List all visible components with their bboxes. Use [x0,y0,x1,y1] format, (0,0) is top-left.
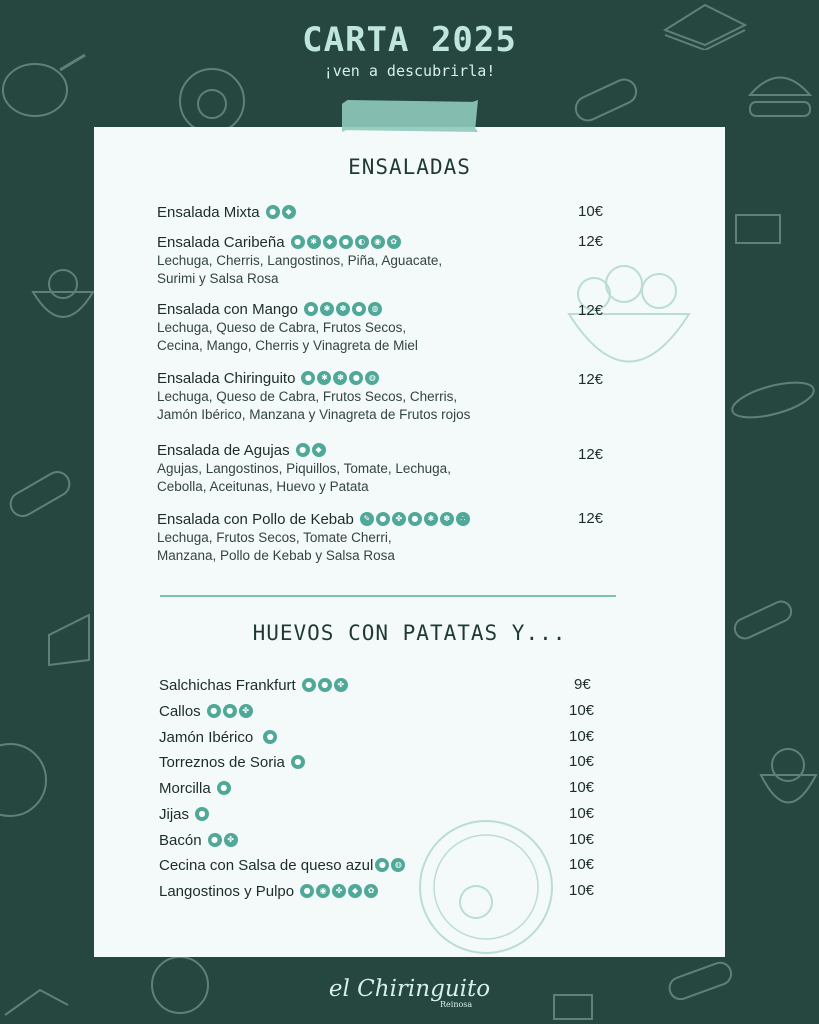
salad-bowl-doodle-icon [758,740,819,820]
item-name: Jamón Ibérico [159,728,254,746]
nuts-icon: ✽ [440,512,454,526]
menu-subtitle: ¡ven a descubrirla! [323,62,496,80]
mustard-icon: ● [408,512,422,526]
menu-card [94,127,725,957]
mustard-icon: ● [349,371,363,385]
item-price: 10€ [569,856,595,873]
egg-icon: ● [376,512,390,526]
item-price: 10€ [578,203,604,220]
soy-icon: ✤ [334,678,348,692]
item-name: Ensalada con Mango [157,300,298,318]
gluten-icon: ✱ [307,235,321,249]
gluten-icon: ✱ [424,512,438,526]
mustard-icon: ● [223,704,237,718]
mustard-icon: ● [339,235,353,249]
allergen-list [263,730,277,744]
menu-item [157,509,617,565]
nuts-icon: ✽ [336,302,350,316]
allergen-list [195,807,209,821]
allergen-list [291,235,401,249]
allergen-list [300,884,378,898]
item-price: 12€ [578,302,604,319]
item-description: Lechuga, Cherris, Langostinos, Piña, Aguacate, Surimi y Salsa Rosa [157,253,443,286]
item-name: Morcilla [159,779,211,797]
fish-icon: ◆ [323,235,337,249]
egg-icon: ● [217,781,231,795]
item-price: 12€ [578,510,604,527]
milk-icon: ◍ [365,371,379,385]
allergen-list [217,781,231,795]
item-price: 10€ [569,728,595,745]
fish-icon: ◆ [312,443,326,457]
item-name: Salchichas Frankfurt [159,676,296,694]
brand-location: Reinosa [440,1000,473,1009]
allergen-list [302,678,348,692]
allergen-list [296,443,326,457]
allergen-list [375,858,405,872]
egg-icon: ● [304,302,318,316]
sesame-icon: ∴ [456,512,470,526]
menu-item [157,368,617,424]
soy-icon: ✤ [392,512,406,526]
item-price: 9€ [574,676,591,693]
egg-icon: ● [300,884,314,898]
menu-item [157,232,617,288]
mustard-icon: ● [318,678,332,692]
menu-item [159,701,619,721]
egg-icon: ● [208,833,222,847]
egg-icon: ● [266,205,280,219]
gluten-icon: ✱ [317,371,331,385]
soy-icon: ✤ [224,833,238,847]
allergen-list [208,833,238,847]
soy-icon: ✤ [332,884,346,898]
menu-item [157,440,617,496]
fish-icon: ◆ [348,884,362,898]
mustard-icon: ● [352,302,366,316]
celery-icon: ✎ [360,512,374,526]
allergen-list [304,302,382,316]
item-price: 10€ [569,702,595,719]
menu-item [159,727,619,747]
menu-item [159,830,619,850]
menu-item [159,675,619,695]
crustacean-icon: ✿ [364,884,378,898]
crustacean-icon: ✿ [387,235,401,249]
menu-item [159,804,619,824]
soy-icon: ✤ [239,704,253,718]
mollusc-icon: ◉ [316,884,330,898]
allergen-list [301,371,379,385]
item-price: 10€ [569,753,595,770]
section-divider [160,595,616,597]
egg-icon: ● [296,443,310,457]
menu-item [157,299,617,355]
item-description: Lechuga, Frutos Secos, Tomate Cherri, Manzana, Pollo de Kebab y Salsa Rosa [157,530,395,563]
item-price: 12€ [578,371,604,388]
section-title-ensaladas: ENSALADAS [348,155,471,179]
item-name: Ensalada de Agujas [157,441,290,459]
item-price: 10€ [569,805,595,822]
item-price: 10€ [569,831,595,848]
item-name: Bacón [159,831,202,849]
baguette-doodle-icon [728,370,819,430]
gluten-icon: ✱ [320,302,334,316]
item-name: Torreznos de Soria [159,753,285,771]
egg-icon: ● [302,678,316,692]
egg-icon: ● [375,858,389,872]
menu-item [159,881,619,901]
allergen-list [291,755,305,769]
item-description: Lechuga, Queso de Cabra, Frutos Secos, Cecina, Mango, Cherris y Vinagreta de Miel [157,320,418,353]
item-name: Ensalada con Pollo de Kebab [157,510,354,528]
cake-doodle-icon [728,200,788,250]
item-name: Ensalada Caribeña [157,233,285,251]
egg-icon: ● [207,704,221,718]
brand-logo: el Chiringuito [328,976,491,1002]
tape-decoration [342,100,478,132]
item-price: 10€ [569,779,595,796]
wrap-doodle-icon [0,460,80,530]
item-name: Ensalada Mixta [157,203,260,221]
hotdog-doodle-icon [728,590,798,650]
menu-item [159,752,619,772]
item-price: 12€ [578,446,604,463]
milk-icon: ◍ [368,302,382,316]
plate-doodle-icon-2 [0,740,50,820]
allergen-list [207,704,253,718]
menu-item [159,778,619,798]
mollusc-icon: ◉ [371,235,385,249]
item-description: Lechuga, Queso de Cabra, Frutos Secos, Cherris, Jamón Ibérico, Manzana y Vinagreta de Frutos rojos [157,389,471,422]
allergen-list [266,205,296,219]
item-name: Callos [159,702,201,720]
section-title-huevos: HUEVOS CON PATATAS Y... [252,621,567,645]
menu-item [157,202,617,222]
bowl-doodle-icon [28,262,98,332]
menu-item [159,855,619,875]
allergen-list [360,512,470,526]
item-price: 12€ [578,233,604,250]
milk-icon: ◍ [391,858,405,872]
item-name: Langostinos y Pulpo [159,882,295,900]
egg-icon: ● [263,730,277,744]
item-name: Ensalada Chiringuito [157,369,296,387]
egg-icon: ● [195,807,209,821]
sulphite-icon: ◐ [355,235,369,249]
item-description: Agujas, Langostinos, Piquillos, Tomate, Lechuga, Cebolla, Aceitunas, Huevo y Patata [157,461,451,494]
nuts-icon: ✽ [333,371,347,385]
sandwich-doodle-icon-2 [44,610,94,670]
egg-icon: ● [291,755,305,769]
egg-icon: ● [291,235,305,249]
egg-icon: ● [301,371,315,385]
item-name: Cecina con Salsa de queso azul [159,856,374,874]
fish-icon: ◆ [282,205,296,219]
item-name: Jijas [159,805,190,823]
item-price: 10€ [569,882,595,899]
menu-title: CARTA 2025 [302,20,517,60]
